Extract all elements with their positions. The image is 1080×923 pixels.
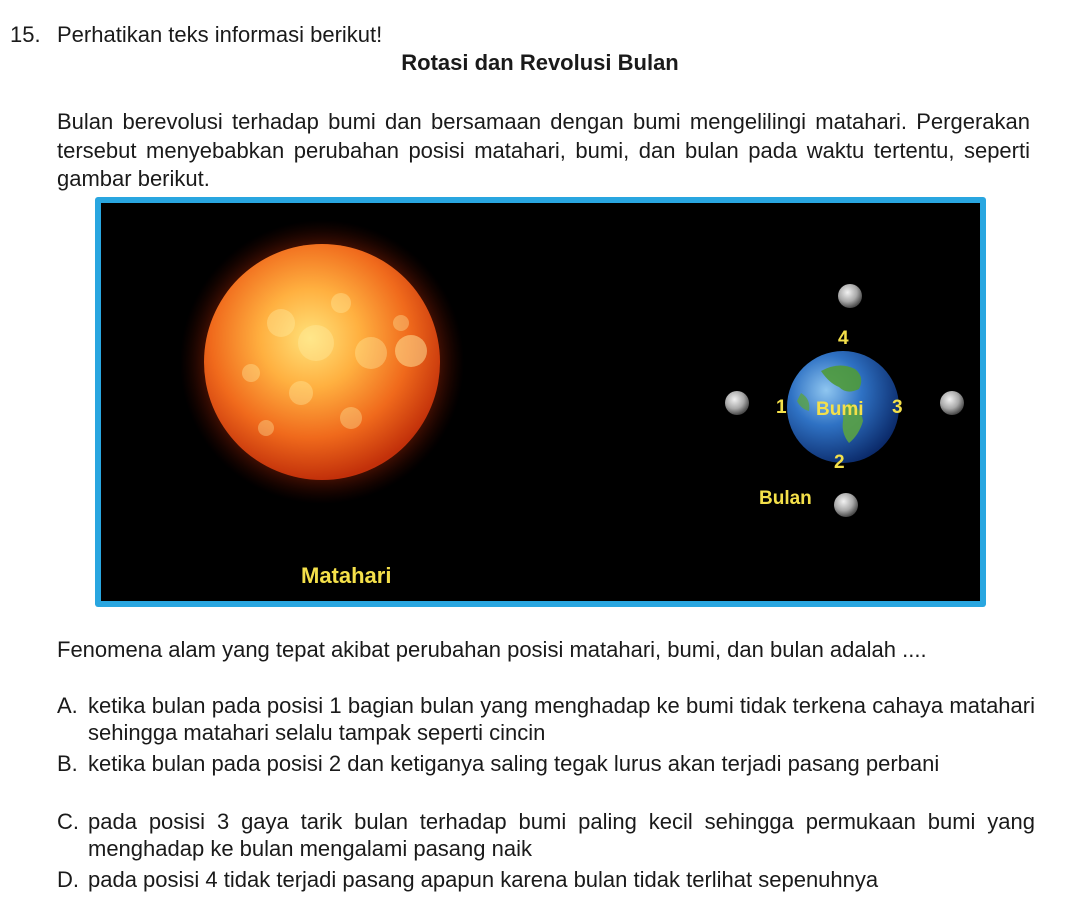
question-prompt: Perhatikan teks informasi berikut! (57, 22, 383, 47)
passage-paragraph: Bulan berevolusi terhadap bumi dan bersamaan dengan bumi mengelilingi matahari. Pergerakan tersebut menyebabkan perubahan posisi matahari, bumi, dan bulan pada waktu tertentu, seperti gambar berikut. (57, 109, 1030, 191)
option-b-letter: B. (57, 751, 78, 776)
position-2-label: 2 (834, 452, 845, 473)
option-d-letter: D. (57, 867, 79, 892)
passage-title: Rotasi dan Revolusi Bulan (401, 50, 679, 75)
position-4-label: 4 (838, 328, 849, 349)
moon-label: Bulan (759, 488, 812, 509)
option-c[interactable] (57, 808, 1035, 862)
position-3-label: 3 (892, 397, 903, 418)
sun (180, 220, 464, 504)
option-c-letter: C. (57, 809, 79, 834)
question-number: 15. (10, 22, 41, 47)
sun-earth-moon-figure (95, 197, 986, 607)
figure-illustration (101, 203, 980, 601)
option-d-text: pada posisi 4 tidak terjadi pasang apapun karena bulan tidak terlihat sepenuhnya (88, 867, 879, 892)
sun-label: Matahari (301, 563, 392, 588)
option-b-text: ketika bulan pada posisi 2 dan ketiganya saling tegak lurus akan terjadi pasang perbani (88, 751, 940, 776)
option-d[interactable] (57, 866, 1035, 893)
moon-position-1 (725, 391, 749, 415)
option-a[interactable] (57, 692, 1035, 746)
position-1-label: 1 (776, 397, 787, 418)
moon-position-2 (834, 493, 858, 517)
moon-position-4 (838, 284, 862, 308)
option-a-text: ketika bulan pada posisi 1 bagian bulan yang menghadap ke bumi tidak terkena cahaya matahari sehingga matahari selalu tampak seperti cincin (88, 693, 1035, 745)
question-stem: Fenomena alam yang tepat akibat perubahan posisi matahari, bumi, dan bulan adalah .... (57, 637, 927, 662)
earth-label: Bumi (816, 399, 864, 420)
option-a-letter: A. (57, 693, 78, 718)
option-c-text: pada posisi 3 gaya tarik bulan terhadap bumi paling kecil sehingga permukaan bumi yang menghadap ke bulan mengalami pasang naik (88, 809, 1035, 861)
option-b[interactable] (57, 750, 1035, 777)
moon-position-3 (940, 391, 964, 415)
